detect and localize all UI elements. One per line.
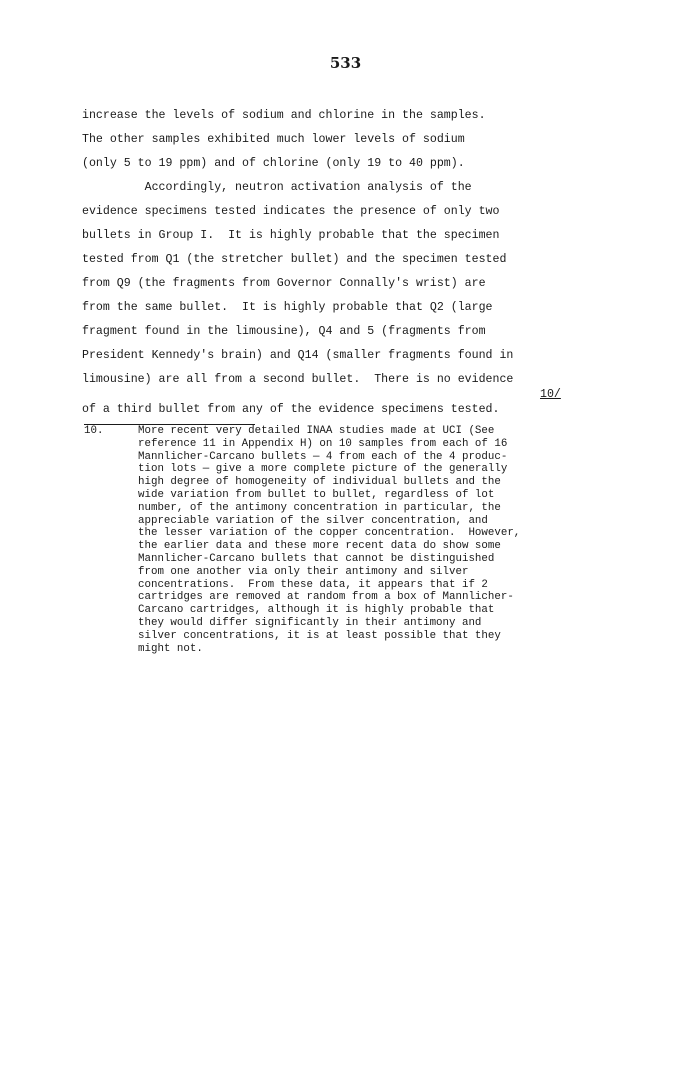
footnote-line: More recent very detailed INAA studies made at UCI (See <box>138 425 495 437</box>
footnote-line: silver concentrations, it is at least possible that they <box>138 629 501 642</box>
body-line: from the same bullet. It is highly probable that Q2 (large <box>82 301 493 314</box>
body-line: bullets in Group I. It is highly probable that the specimen <box>82 229 500 242</box>
footnote-line: the lesser variation of the copper concentration. However, <box>138 527 521 540</box>
body-line: The other samples exhibited much lower levels of sodium <box>82 133 465 146</box>
footnote-line: reference 11 in Appendix H) on 10 samples from each of 16 <box>138 437 508 450</box>
body-line: from Q9 (the fragments from Governor Connally's wrist) are <box>82 277 486 290</box>
body-line: of a third bullet from any of the evidence specimens tested. <box>82 403 500 416</box>
body-line: increase the levels of sodium and chlorine in the samples. <box>82 109 486 122</box>
body-line: evidence specimens tested indicates the presence of only two <box>82 205 500 218</box>
page-number: 533 <box>329 54 362 72</box>
footnote-line: high degree of homogeneity of individual bullets and the <box>138 476 501 489</box>
footnote-line: might not. <box>138 642 203 655</box>
footnote-line: wide variation from bullet to bullet, regardless of lot <box>138 489 495 501</box>
footnote-line: from one another via only their antimony and silver <box>138 565 469 578</box>
footnote-reference-marker: 10/ <box>540 388 561 401</box>
footnote-number: 10. <box>84 425 104 437</box>
footnote-line: they would differ significantly in their antimony and <box>138 617 482 629</box>
body-line: (only 5 to 19 ppm) and of chlorine (only 19 to 40 ppm). <box>82 157 465 170</box>
body-line: tested from Q1 (the stretcher bullet) and the specimen tested <box>82 253 507 266</box>
footnote-line: Carcano cartridges, although it is highly probable that <box>138 604 495 617</box>
footnote-line: Mannlicher-Carcano bullets that cannot be distinguished <box>138 553 495 565</box>
footnote-line: cartridges are removed at random from a box of Mannlicher- <box>138 591 514 604</box>
body-line: Accordingly, neutron activation analysis of the <box>82 181 472 194</box>
body-line: fragment found in the limousine), Q4 and 5 (fragments from <box>82 325 486 338</box>
footnote-line: appreciable variation of the silver concentration, and <box>138 514 488 527</box>
body-line: President Kennedy's brain) and Q14 (smaller fragments found in <box>82 349 514 362</box>
footnote-line: Mannlicher-Carcano bullets — 4 from each of the 4 produc- <box>138 450 508 463</box>
footnote-line: number, of the antimony concentration in particular, the <box>138 501 501 514</box>
footnote-line: tion lots — give a more complete picture of the generally <box>138 463 508 476</box>
body-line: limousine) are all from a second bullet. There is no evidence <box>82 373 514 386</box>
footnote-line: the earlier data and these more recent data do show some <box>138 540 501 553</box>
footnote-line: concentrations. From these data, it appears that if 2 <box>138 578 488 591</box>
